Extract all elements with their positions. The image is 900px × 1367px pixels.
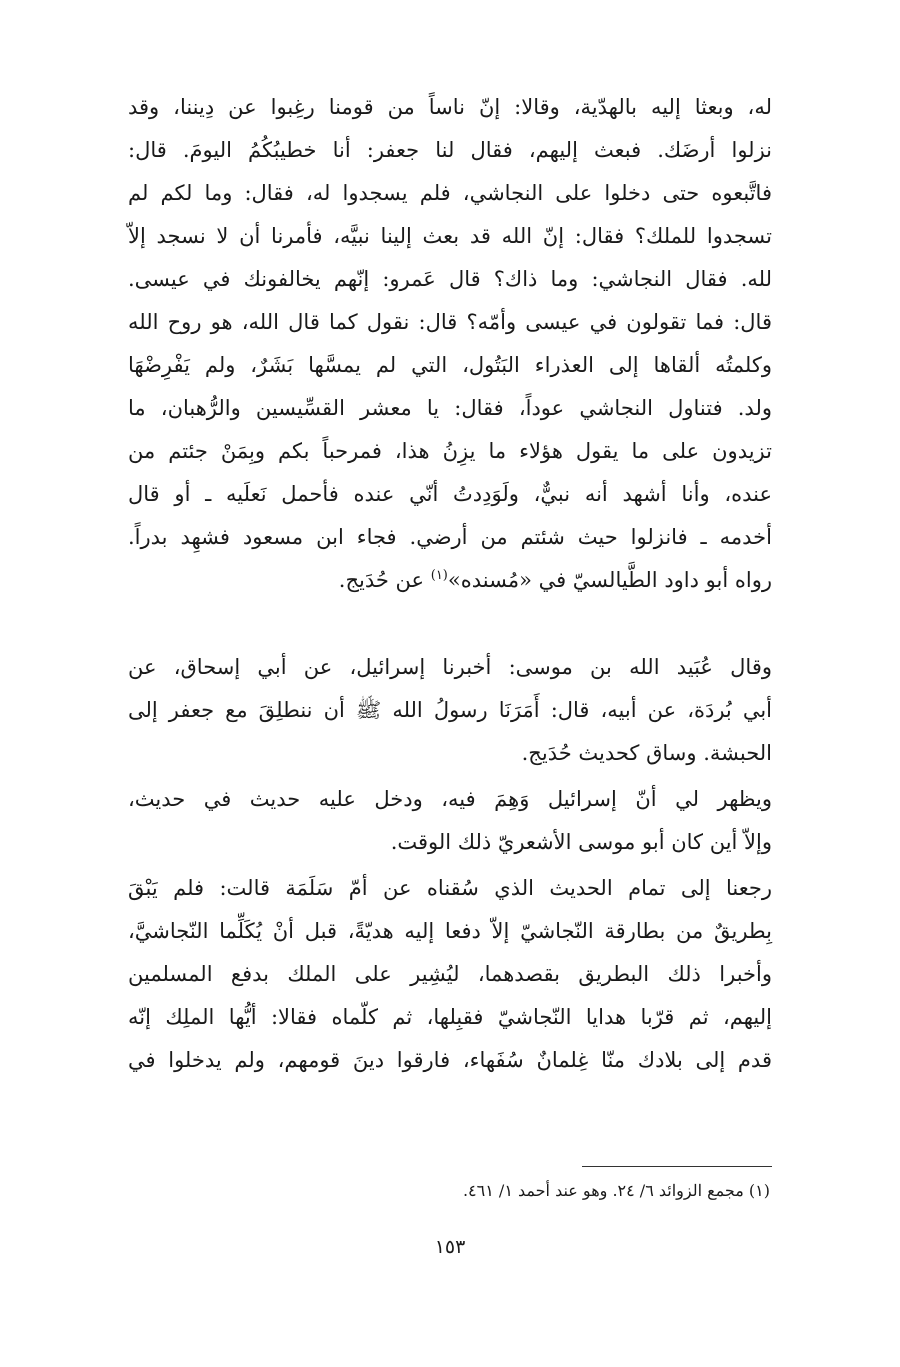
text-line: قدم إلى بلادك منّا غِلمانٌ سُفَهاء، فارقوا دينَ قومهم، ولم يدخلوا في: [128, 1048, 772, 1072]
text-line: تزيدون على ما يقول هؤلاء ما يزِنُ هذا، فمرحباً بكم وبِمَنْ جئتم من: [128, 439, 772, 463]
paragraph-4: [128, 867, 772, 1082]
text-line: ويظهر لي أنّ إسرائيل وَهِمَ فيه، ودخل عليه حديث في حديث،: [128, 787, 772, 811]
text-line: الحبشة. وساق كحديث حُدَيج.: [521, 741, 772, 765]
paragraph-2: [128, 646, 772, 775]
text-line: تسجدوا للملك؟ فقال: إنّ الله قد بعث إلينا نبيَّه، فأمرنا أن لا نسجد إلاّ: [128, 224, 772, 248]
footnote: [128, 1176, 770, 1206]
footnote-text: مجمع الزوائد ٦/ ٢٤. وهو عند أحمد ١/ ٤٦١.: [462, 1181, 744, 1200]
text-line: نزلوا أرضَك. فبعث إليهم، فقال لنا جعفر: أنا خطيبُكُمُ اليومَ. قال:: [128, 138, 772, 162]
text-line: وقال عُبَيد الله بن موسى: أخبرنا إسرائيل، عن أبي إسحاق، عن: [128, 655, 772, 679]
text-line: قال: فما تقولون في عيسى وأمّه؟ قال: نقول كما قال الله، هو روح الله: [128, 310, 772, 334]
text-line: وأخبرا ذلك البطريق بقصدهما، ليُشِير على الملك بدفع المسلمين: [128, 962, 772, 986]
text-line: فاتَّبعوه حتى دخلوا على النجاشي، فلم يسجدوا له، فقال: وما لكم لم: [128, 181, 772, 205]
paragraph-3: [128, 778, 772, 864]
text-line: وكلمتُه ألقاها إلى العذراء البَتُول، التي لم يمسَّها بَشَرٌ، ولم يَفْرِضْهَا: [128, 353, 772, 377]
footnote-divider: [582, 1166, 772, 1167]
paragraph-1: [128, 86, 772, 602]
text-line: أبي بُردَة، عن أبيه، قال: أَمَرَنَا رسولُ الله ﷺ أن ننطلِقَ مع جعفر إلى: [128, 698, 772, 722]
text-line: عنده، وأنا أشهد أنه نبيٌّ، ولَوَدِدتُ أنّي عنده فأحمل نَعلَيه ـ أو قال: [128, 482, 772, 506]
text-segment: عن حُدَيج.: [338, 568, 431, 592]
footnote-reference[interactable]: (١): [430, 568, 448, 583]
page-number: ١٥٣: [434, 1236, 466, 1258]
text-line: إليهم، ثم قرّبا هدايا النّجاشيّ فقبِلها، ثم كلّماه فقالا: أيُّها الملِك إنّه: [128, 1005, 772, 1029]
text-line: رجعنا إلى تمام الحديث الذي سُقناه عن أمّ سَلَمَة قالت: فلم يَبْقَ: [128, 876, 772, 900]
text-segment: رواه أبو داود الطَّيالسيّ في «مُسنده»: [447, 568, 772, 592]
text-line: له، وبعثا إليه بالهدّية، وقالا: إنّ ناساً من قومنا رغِبوا عن دِيننا، وقد: [128, 95, 772, 119]
text-line: وإلاّ أين كان أبو موسى الأشعريّ ذلك الوقت.: [390, 830, 772, 854]
footnote-number: (١): [748, 1181, 770, 1200]
text-line: لله. فقال النجاشي: وما ذاك؟ قال عَمرو: إنّهم يخالفونك في عيسى.: [128, 267, 772, 291]
text-line: أخدمه ـ فانزلوا حيث شئتم من أرضي. فجاء ابن مسعود فشهِد بدراً.: [128, 525, 772, 549]
text-line-with-footnote-ref: [128, 559, 772, 602]
text-line: ولد. فتناول النجاشي عوداً، فقال: يا معشر القسِّيسين والرُّهبان، ما: [128, 396, 772, 420]
text-line: بِطريقٌ من بطارقة النّجاشيّ إلاّ دفعا إليه هديّةً، قبل أنْ يُكَلِّما النّجاشيَّ،: [128, 919, 772, 943]
